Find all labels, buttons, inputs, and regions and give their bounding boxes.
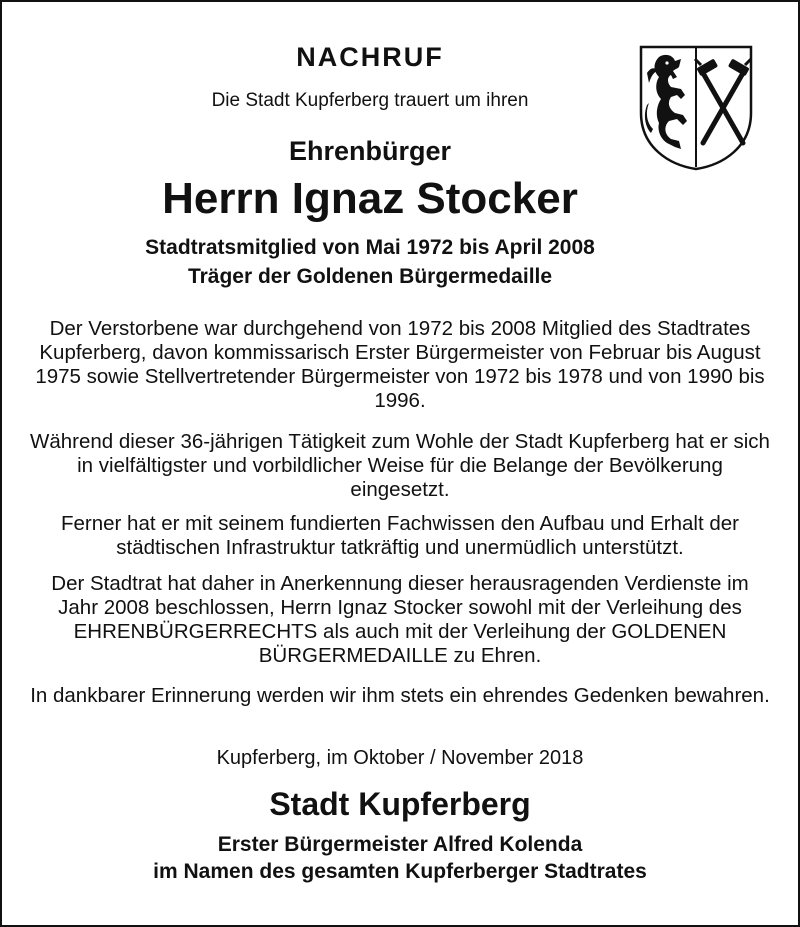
coat-of-arms-icon [637,43,755,171]
place-date: Kupferberg, im Oktober / November 2018 [216,747,584,769]
paragraph-5: In dankbarer Erinnerung werden wir ihm stets ein ehrendes Gedenken bewahren. [30,684,770,707]
paragraph-1: Der Verstorbene war durchgehend von 1972 bis 2008 Mitglied des Stadtrates Kupferberg, davon kommissarisch Erster Bürgermeister von Februar bis August 1975 sowie Stellvertretender Bürgermeister von 1972 bis 1978 und von 1990 bis 1996. [35,317,765,412]
honor-title: Ehrenbürger [288,136,452,166]
signature-line-1: Erster Bürgermeister Alfred Kolenda [217,833,583,856]
city-name: Stadt Kupferberg [269,786,531,822]
obituary-heading: NACHRUF [296,42,444,72]
intro-line: Die Stadt Kupferberg trauert um ihren [211,90,529,111]
paragraph-4: Der Stadtrat hat daher in Anerkennung dieser herausragenden Verdienste im Jahr 2008 beschlossen, Herrn Ignaz Stocker sowohl mit der Verleihung des EHRENBÜRGERRECHTS als auch mit der Verleihung der GOLDENEN BÜRGERMEDAILLE zu Ehren. [51,572,749,667]
signature-line-2: im Namen des gesamten Kupferberger Stadtrates [153,860,647,883]
paragraph-3: Ferner hat er mit seinem fundierten Fachwissen den Aufbau und Erhalt der städtischen Infrastruktur tatkräftig und unermüdlich unterstützt. [60,512,739,559]
role-line-2: Träger der Goldenen Bürgermedaille [187,265,553,288]
person-name: Herrn Ignaz Stocker [162,174,578,223]
paragraph-2: Während dieser 36-jährigen Tätigkeit zum Wohle der Stadt Kupferberg hat er sich in vielfältigster und vorbildlicher Weise für die Belange der Bevölkerung eingesetzt. [30,430,770,501]
role-line-1: Stadtratsmitglied von Mai 1972 bis April 2008 [145,236,595,259]
